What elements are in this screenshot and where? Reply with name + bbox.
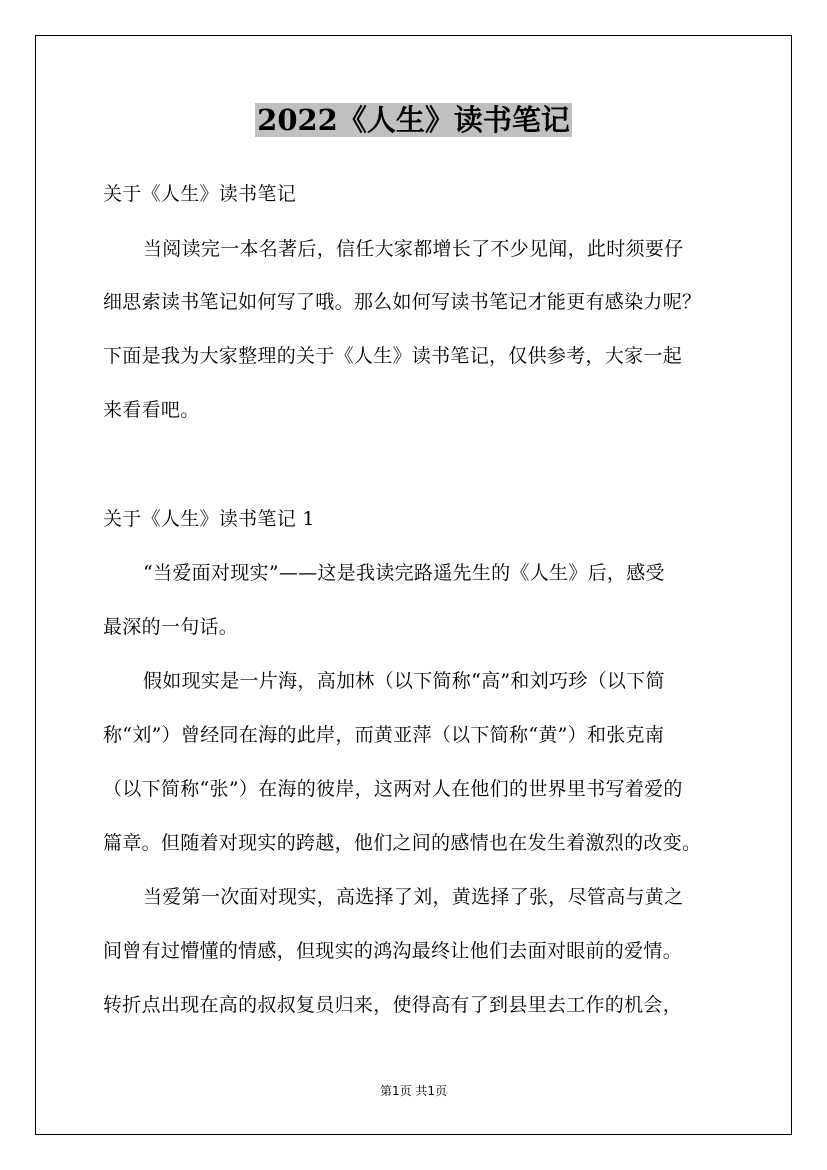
section1-p3-line-2: 间曾有过懵懂的情感，但现实的鸿沟最终让他们去面对眼前的爱情。 xyxy=(103,940,683,962)
intro-heading: 关于《人生》读书笔记 xyxy=(103,183,297,205)
intro-line-1: 当阅读完一本名著后，信任大家都增长了不少见闻，此时须要仔 xyxy=(143,238,684,260)
page-footer: 第1页 共1页 xyxy=(379,1084,448,1098)
section1-heading: 关于《人生》读书笔记 1 xyxy=(103,508,315,530)
section1-p2-line-3: （以下简称“张”）在海的彼岸，这两对人在他们的世界里书写着爱的 xyxy=(103,778,683,800)
intro-line-4: 来看看吧。 xyxy=(103,399,200,421)
section1-p2-line-2: 称“刘”）曾经同在海的此岸，而黄亚萍（以下简称“黄”）和张克南 xyxy=(103,724,665,746)
intro-line-2: 细思索读书笔记如何写了哦。那么如何写读书笔记才能更有感染力呢？ xyxy=(103,291,702,313)
section1-p3-line-1: 当爱第一次面对现实，高选择了刘，黄选择了张，尽管高与黄之 xyxy=(143,886,684,908)
document-title: 2022《人生》读书笔记 xyxy=(257,103,570,137)
section1-p2-line-1: 假如现实是一片海，高加林（以下简称“高”和刘巧珍（以下简 xyxy=(143,670,665,692)
section1-p3-line-3: 转折点出现在高的叔叔复员归来，使得高有了到县里去工作的机会， xyxy=(103,994,683,1016)
section1-p2-line-4: 篇章。但随着对现实的跨越，他们之间的感情也在发生着激烈的改变。 xyxy=(103,832,702,854)
intro-line-3: 下面是我为大家整理的关于《人生》读书笔记，仅供参考，大家一起 xyxy=(103,345,683,367)
section1-p1-line-1: “当爱面对现实”——这是我读完路遥先生的《人生》后，感受 xyxy=(143,562,665,584)
section1-p1-line-2: 最深的一句话。 xyxy=(103,616,239,638)
